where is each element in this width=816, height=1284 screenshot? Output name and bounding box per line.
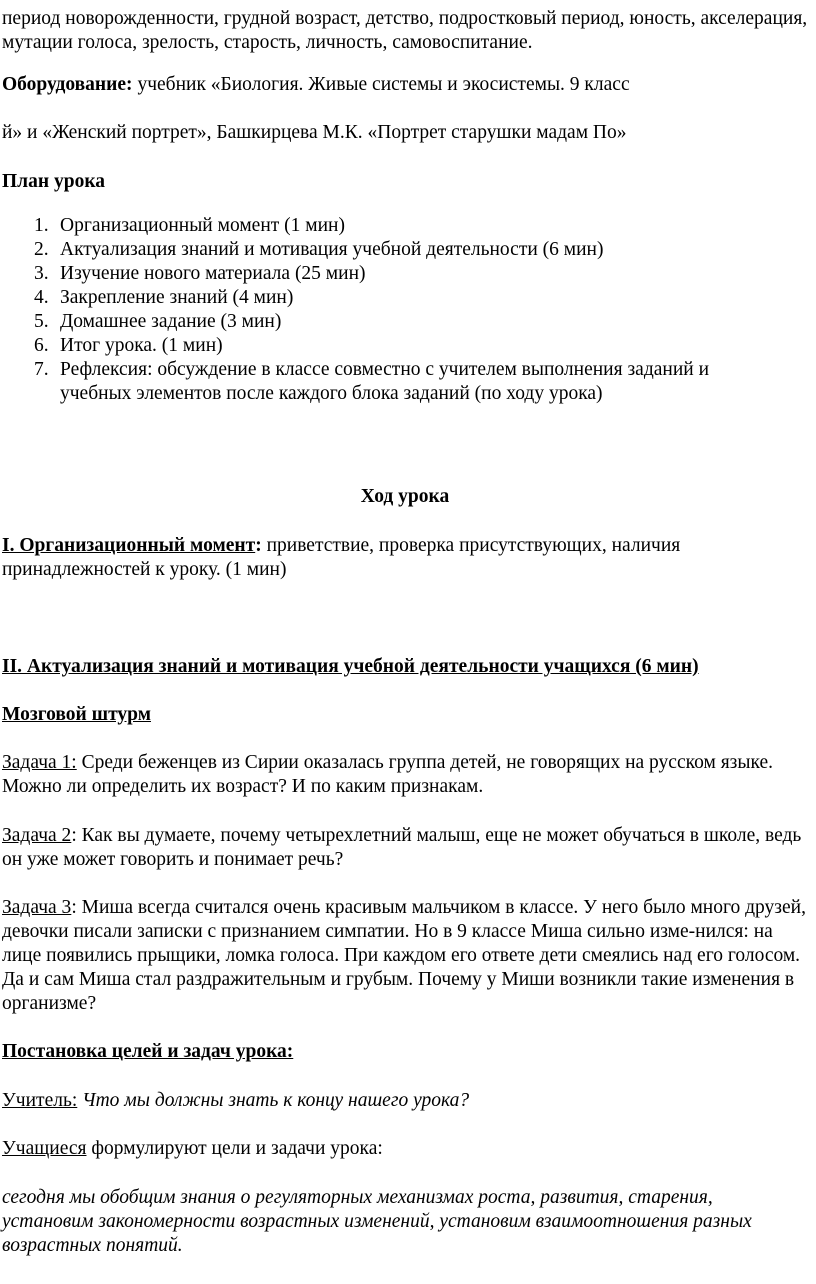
- equipment-text-1: учебник «Биология. Живые системы и экосистемы. 9 класс: [132, 74, 630, 95]
- plan-item: [2, 334, 808, 358]
- teacher-question: [2, 1089, 808, 1113]
- plan-item-text: Закрепление знаний (4 мин): [60, 287, 294, 308]
- plan-item-number: 3.: [34, 263, 49, 284]
- goals-title: [2, 1040, 808, 1064]
- task-1-text: Среди беженцев из Сирии оказалась группа детей, не говорящих на русском языке. Можно ли определить их возраст? И по каким признакам.: [2, 752, 773, 797]
- students-line: [2, 1137, 808, 1161]
- teacher-question-text: Что мы должны знать к концу нашего урока?: [77, 1090, 470, 1111]
- equipment-line-2: [2, 121, 808, 145]
- plan-item: [2, 262, 808, 286]
- equipment-text-2: й» и «Женский портрет», Башкирцева М.К. «Портрет старушки мадам По»: [2, 122, 627, 143]
- goals-paragraph: [2, 1186, 808, 1258]
- equipment-line-1: [2, 73, 808, 97]
- teacher-label: Учитель:: [2, 1090, 78, 1111]
- plan-item-text: Итог урока. (1 мин): [60, 335, 223, 356]
- students-label: Учащиеся: [2, 1138, 87, 1159]
- equipment-label: Оборудование:: [2, 74, 133, 95]
- plan-title-text: План урока: [2, 171, 106, 192]
- plan-item-number: 6.: [34, 335, 49, 356]
- section-2-title-text: II. Актуализация знаний и мотивация учебной деятельности учащихся (6 мин): [2, 656, 699, 677]
- task-3-label: Задача 3: [2, 897, 72, 918]
- plan-item-text: Актуализация знаний и мотивация учебной деятельности (6 мин): [60, 239, 604, 260]
- plan-item-text: Рефлексия: обсуждение в классе совместно с учителем выполнения заданий и учебных элементов после каждого блока заданий (по ходу урока): [60, 359, 710, 404]
- plan-item: [2, 238, 808, 262]
- task-2-text: : Как вы думаете, почему четырехлетний малыш, еще не может обучаться в школе, ведь он уже может говорить и понимает речь?: [2, 825, 802, 870]
- task-1: [2, 751, 808, 799]
- lesson-title-text: Ход урока: [360, 486, 450, 507]
- goals-title-text: Постановка целей и задач урока:: [2, 1041, 294, 1062]
- brainstorm-heading: [2, 703, 808, 727]
- plan-item-text: Организационный момент (1 мин): [60, 215, 345, 236]
- plan-item: [2, 310, 808, 334]
- task-2: [2, 824, 808, 872]
- plan-item-text: Домашнее задание (3 мин): [60, 311, 282, 332]
- plan-item-number: 5.: [34, 311, 49, 332]
- task-1-label: Задача 1:: [2, 752, 77, 773]
- task-2-label: Задача 2: [2, 825, 72, 846]
- plan-item-number: 4.: [34, 287, 49, 308]
- goals-text: сегодня мы обобщим знания о регуляторных механизмах роста, развития, старения, установим закономерности возрастных изменений, установим взаимоотношения разных возрастных понятий.: [2, 1187, 752, 1256]
- plan-item-number: 1.: [34, 215, 49, 236]
- section-1: [2, 534, 772, 582]
- section-2-title: [2, 655, 808, 679]
- plan-list: [2, 214, 808, 406]
- plan-title: [2, 170, 808, 194]
- plan-item: [2, 358, 776, 406]
- task-3-text: : Миша всегда считался очень красивым мальчиком в классе. У него было много друзей, девочки писали записки с признанием симпатии. Но в 9 классе Миша сильно изме-нился: на лице появились прыщики, ломка голоса. При каждом его ответе дети смеялись над его голосом. Да и сам Миша стал раздражительным и грубым. Почему у Миши возникли такие изменения в организме?: [2, 897, 806, 1014]
- students-text: формулируют цели и задачи урока:: [86, 1138, 383, 1159]
- brainstorm-text: Мозговой штурм: [2, 704, 151, 725]
- lesson-title: [2, 485, 808, 509]
- task-3: [2, 896, 808, 1016]
- section-1-text: приветствие, проверка присутствующих, наличия принадлежностей к уроку. (1 мин): [2, 535, 681, 580]
- plan-item: [2, 214, 808, 238]
- keywords-text: период новорожденности, грудной возраст, детство, подростковый период, юность, акселерация, мутации голоса, зрелость, старость, личность, самовоспитание.: [2, 8, 808, 53]
- section-1-colon: :: [255, 535, 262, 556]
- plan-item-number: 2.: [34, 239, 49, 260]
- plan-item: [2, 286, 808, 310]
- plan-item-number: 7.: [34, 359, 49, 380]
- keywords-paragraph: [2, 7, 808, 55]
- section-1-label: I. Организационный момент: [2, 535, 256, 556]
- plan-item-text: Изучение нового материала (25 мин): [60, 263, 366, 284]
